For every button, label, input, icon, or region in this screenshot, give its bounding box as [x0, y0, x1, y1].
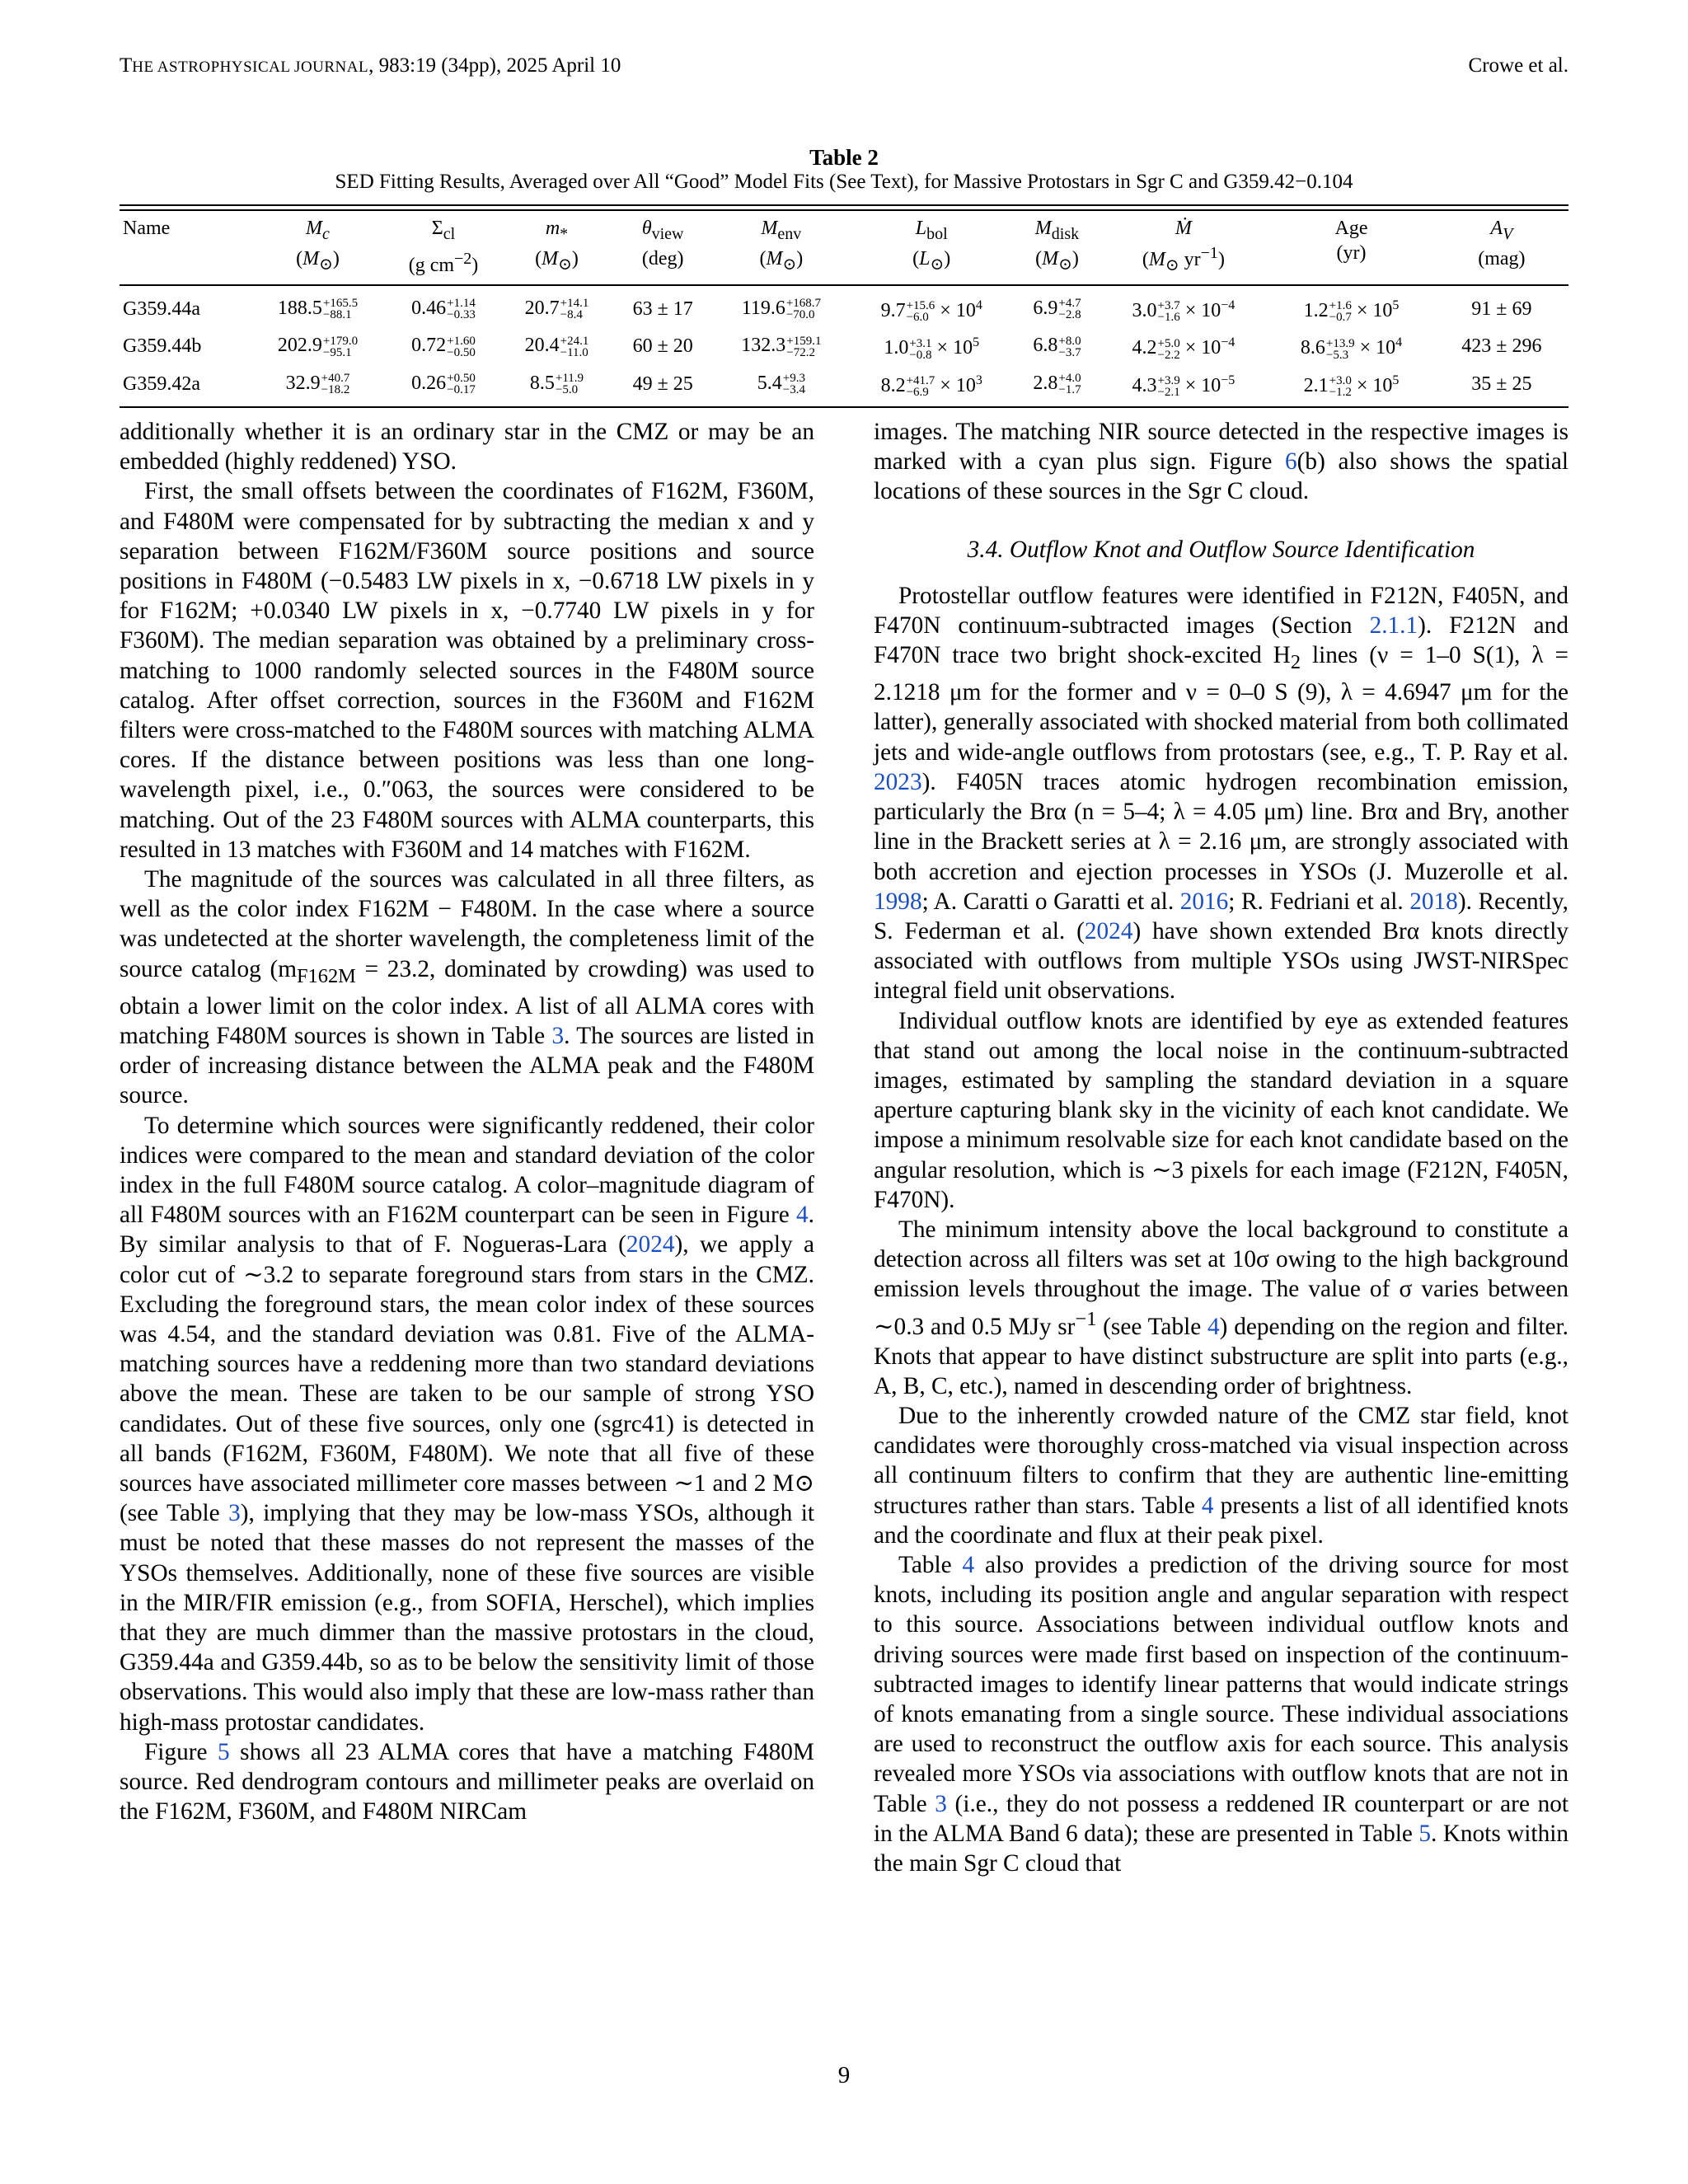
table-cell: 202.9 +179.0 −95.1 — [277, 334, 359, 359]
citation-link[interactable]: 2024 — [1084, 917, 1133, 944]
table-cell: 3.0 +3.7 −1.6 × $10^{-4}$ — [1132, 298, 1236, 325]
table-row — [120, 285, 1568, 327]
table-3-link[interactable]: 3 — [551, 1022, 565, 1049]
column-header: $L_{bol}$ $(L_⊙)$ — [912, 218, 951, 274]
table-bottom-rule — [120, 406, 1568, 408]
table-cell: 188.5 +165.5 −88.1 — [277, 297, 359, 322]
source-name-cell: G359.42a — [123, 373, 200, 395]
table-cell: 1.2 +1.6 −0.7 × $10^5$ — [1303, 298, 1400, 325]
table-cell: 32.9 +40.7 −18.2 — [285, 372, 350, 397]
citation-link[interactable]: 1998 — [874, 888, 922, 915]
table-cell: 6.9 +4.7 −2.8 — [1033, 297, 1081, 322]
table-cell: 6.8 +8.0 −3.7 — [1033, 334, 1081, 359]
table-cell: 132.3 +159.1 −72.2 — [741, 334, 822, 359]
column-header: $\theta_{view}$ (deg) — [641, 218, 684, 269]
running-head-journal — [120, 54, 621, 77]
table-5-link[interactable]: 5 — [1418, 1820, 1431, 1847]
table-4-link[interactable]: 4 — [1207, 1313, 1220, 1340]
paragraph: The minimum intensity above the local background to constitute a detection across all filters was set at 10σ owing to the high background emission levels throughout the image. The value of σ varies between ∼0.3 and 0.5 MJy $sr^{-1}$ (see Table 4) depending on the region and filter. Knots that appear to have distinct substructure are split into parts (e.g., A, B, C, etc.), named in descending order of brightness. — [874, 1216, 1568, 1399]
table-cell: 119.6 +168.7 −70.0 — [741, 297, 822, 322]
table-cell: 8.5 +11.9 −5.0 — [529, 372, 584, 397]
table-cell: 63 ± 17 — [632, 298, 693, 320]
table-cell: 8.2 +41.7 −6.9 × $10^3$ — [880, 373, 982, 400]
paragraph: Table 4 also provides a prediction of the driving source for most knots, including its position angle and angular separation with respect to this source. Associations between individual outflow knots and driving sources were made first based on inspection of the continuum-subtracted images to identify linear patterns that would indicate strings of knots emanating from a single source. These individual associations are used to reconstruct the outflow axis for each source. This analysis revealed more YSOs via associations with outflow knots that are not in Table 3 (i.e., they do not possess a reddened IR counterpart or are not in the ALMA Band 6 data); these are presented in Table 5. Knots within the main Sgr C cloud that — [874, 1551, 1568, 1877]
paragraph: additionally whether it is an ordinary star in the CMZ or may be an embedded (highly reddened) YSO. — [120, 419, 814, 476]
source-name-cell: G359.44b — [123, 335, 202, 358]
section-heading: 3.4. Outflow Knot and Outflow Source Identification — [967, 536, 1475, 563]
column-header: $M_{env}$ $(M_⊙)$ — [759, 218, 804, 274]
paragraph: First, the small offsets between the coordinates of F162M, F360M, and F480M were compensated for by subtracting the median x and y separation between F162M/F360M source positions and source positions in F480M (−0.5483 LW pixels in x, −0.6718 LW pixels in y for F162M; +0.0340 LW pixels in x, −0.7740 LW pixels in y for F360M). The median separation was obtained by a preliminary cross-matching to 1000 randomly selected sources in the F480M source catalog. After offset correction, sources in the F360M and F162M filters were cross-matched to the F480M sources with matching ALMA cores. If the distance between positions was less than one long-wavelength pixel, i.e., 0.″063, the sources were considered to be matching. Out of the 23 F480M sources with ALMA counterparts, this resulted in 13 matches with F360M and 14 matches with F162M. — [120, 478, 814, 863]
column-header: Ṁ ($M_⊙$ $yr^{-1}$) — [1142, 218, 1225, 274]
table-top-rule — [120, 204, 1568, 211]
table-3-link[interactable]: 3 — [935, 1790, 947, 1817]
paragraph: Due to the inherently crowded nature of the CMZ star field, knot candidates were thoroughly cross-matched via visual inspection across all continuum filters to confirm that they are authentic line-emitting structures rather than stars. Table 4 presents a list of all identified knots and the coordinate and flux at their peak pixel. — [874, 1402, 1568, 1549]
table-cell: 0.26 +0.50 −0.17 — [411, 372, 476, 397]
page-number: 9 — [837, 2062, 851, 2088]
paragraph: Figure 5 shows all 23 ALMA cores that have a matching F480M source. Red dendrogram contours and millimeter peaks are overlaid on the F162M, F360M, and F480M NIRCam — [120, 1738, 814, 1825]
table-cell: 0.72 +1.60 −0.50 — [411, 334, 476, 359]
table-cell: 60 ± 20 — [632, 335, 693, 358]
table-cell: 49 ± 25 — [632, 373, 693, 395]
journal-name: HE ASTROPHYSICAL JOURNAL — [132, 59, 369, 76]
table-caption: SED Fitting Results, Averaged over All “Good” Model Fits (See Text), for Massive Protostars in Sgr C and G359.42−0.104 — [335, 171, 1353, 193]
table-cell: 91 ± 69 — [1471, 298, 1532, 320]
table-cell: 4.3 +3.9 −2.1 × $10^{-5}$ — [1132, 373, 1236, 400]
citation-link[interactable]: 2024 — [626, 1231, 675, 1258]
paragraph: To determine which sources were significantly reddened, their color indices were compared to the mean and standard deviation of the color index in the full F480M source catalog. A color–magnitude diagram of all F480M sources with an F162M counterpart can be seen in Figure 4. By similar analysis to that of F. Nogueras-Lara (2024), we apply a color cut of ∼3.2 to separate foreground stars from stars in the CMZ. Excluding the foreground stars, the mean color index of these sources was 4.54, and the standard deviation was 0.81. Five of the ALMA-matching sources have a reddening more than two standard deviations above the mean. These are taken to be our sample of strong YSO candidates. Out of these five sources, only one (sgrc41) is detected in all bands (F162M, F360M, F480M). We note that all five of these sources have associated millimeter core masses between ∼1 and 2 M⊙ (see Table 3), implying that they may be low-mass YSOs, although it must be noted that these masses do not represent the masses of the YSOs themselves. Additionally, none of these five sources are visible in the MIR/FIR emission (e.g., from SOFIA, Herschel), which implies that they are much dimmer than the massive protostars in the cloud, G359.44a and G359.44b, so as to be below the sensitivity limit of those observations. This would also imply that these are low-mass rather than high-mass protostar candidates. — [120, 1112, 815, 1736]
citation-link[interactable]: 2023 — [874, 768, 922, 795]
table-cell: 4.2 +5.0 −2.2 × $10^{-4}$ — [1132, 335, 1236, 362]
table-title: Table 2 — [809, 145, 879, 170]
section-link[interactable]: 2.1.1 — [1369, 612, 1418, 640]
column-header: $\Sigma_{cl}$ (g $cm^{-2}$) — [408, 218, 479, 276]
table-cell: 35 ± 25 — [1471, 373, 1532, 395]
table-3-link[interactable]: 3 — [228, 1500, 241, 1527]
table-row — [120, 365, 1568, 406]
source-name-cell: G359.44a — [123, 298, 200, 320]
figure-6-link[interactable]: 6 — [1285, 448, 1297, 476]
paragraph: images. The matching NIR source detected in the respective images is marked with a cyan plus sign. Figure 6(b) also shows the spatial locations of these sources in the Sgr C cloud. — [874, 419, 1568, 505]
left-text-column — [120, 417, 814, 1826]
table-cell: 2.8 +4.0 −1.7 — [1033, 372, 1081, 397]
column-header: $M_c$ $(M_⊙)$ — [296, 218, 340, 274]
journal-citation: , 983:19 (34pp), 2025 April 10 — [368, 54, 621, 77]
citation-link[interactable]: 2018 — [1409, 888, 1458, 915]
table-cell: 8.6 +13.9 −5.3 × $10^4$ — [1300, 335, 1403, 362]
table-row — [120, 327, 1568, 364]
sed-results-table — [120, 204, 1568, 408]
table-cell: 5.4 +9.3 −3.4 — [757, 372, 805, 397]
table-header-row — [120, 211, 1568, 285]
column-header: $M_{disk}$ $(M_⊙)$ — [1034, 218, 1080, 274]
journal-initial: T — [120, 54, 133, 77]
paragraph: The magnitude of the sources was calculated in all three filters, as well as the color index F162M − F480M. In the case where a source was undetected at the shorter wavelength, the completeness limit of the source catalog ($m_{F162M} = 23.2$, dominated by crowding) was used to obtain a lower limit on the color index. A list of all ALMA cores with matching F480M sources is shown in Table 3. The sources are listed in order of increasing distance between the ALMA peak and the F480M source. — [120, 866, 814, 1109]
figure-5-link[interactable]: 5 — [218, 1738, 230, 1765]
table-cell: 20.4 +24.1 −11.0 — [524, 334, 589, 359]
paragraph: Protostellar outflow features were identified in F212N, F405N, and F470N continuum-subtracted images (Section 2.1.1). F212N and F470N trace two bright shock-excited $H_2$ lines (ν = 1–0 S(1), λ = 2.1218 μm for the former and ν = 0–0 S (9), λ = 4.6947 μm for the latter), generally associated with shocked material from both collimated jets and wide-angle outflows from protostars (see, e.g., T. P. Ray et al. 2023). F405N traces atomic hydrogen recombination emission, particularly the Brα (n = 5–4; λ = 4.05 μm) line. Brα and Brγ, another line in the Brackett series at λ = 2.16 μm, are strongly associated with both accretion and ejection processes in YSOs (J. Muzerolle et al. 1998; A. Caratti o Garatti et al. 2016; R. Fedriani et al. 2018). Recently, S. Federman et al. (2024) have shown extended Brα knots directly associated with outflows from multiple YSOs using JWST-NIRSpec integral field unit observations. — [874, 582, 1569, 1005]
table-cell: 0.46 +1.14 −0.33 — [411, 297, 476, 322]
column-header: Age (yr) — [1334, 218, 1368, 264]
column-header: Name — [123, 218, 171, 239]
table-body — [120, 285, 1568, 406]
table-cell: 20.7 +14.1 −8.4 — [524, 297, 589, 322]
paragraph: Individual outflow knots are identified by eye as extended features that stand out among the local noise in the continuum-subtracted images, estimated by sampling the standard deviation in a square aperture capturing blank sky in the vicinity of each knot candidate. We impose a minimum resolvable size for each knot candidate based on the angular resolution, which is ∼3 pixels for each image (F212N, F405N, F470N). — [874, 1007, 1568, 1213]
column-header: $m_*$ $(M_⊙)$ — [535, 218, 579, 274]
table-cell: 2.1 +3.0 −1.2 × $10^5$ — [1303, 373, 1400, 400]
figure-4-link[interactable]: 4 — [796, 1202, 809, 1229]
right-text-column — [874, 417, 1568, 1878]
table-cell: 423 ± 296 — [1461, 335, 1542, 358]
table-4-link[interactable]: 4 — [962, 1551, 975, 1578]
citation-link[interactable]: 2016 — [1179, 888, 1229, 915]
table-cell: 9.7 +15.6 −6.0 × $10^4$ — [880, 298, 982, 325]
running-head-authors: Crowe et al. — [1468, 54, 1568, 77]
table-cell: 1.0 +3.1 −0.8 × $10^5$ — [884, 335, 980, 362]
table-4-link[interactable]: 4 — [1201, 1492, 1214, 1519]
column-header: $A_V$ (mag) — [1478, 218, 1526, 269]
